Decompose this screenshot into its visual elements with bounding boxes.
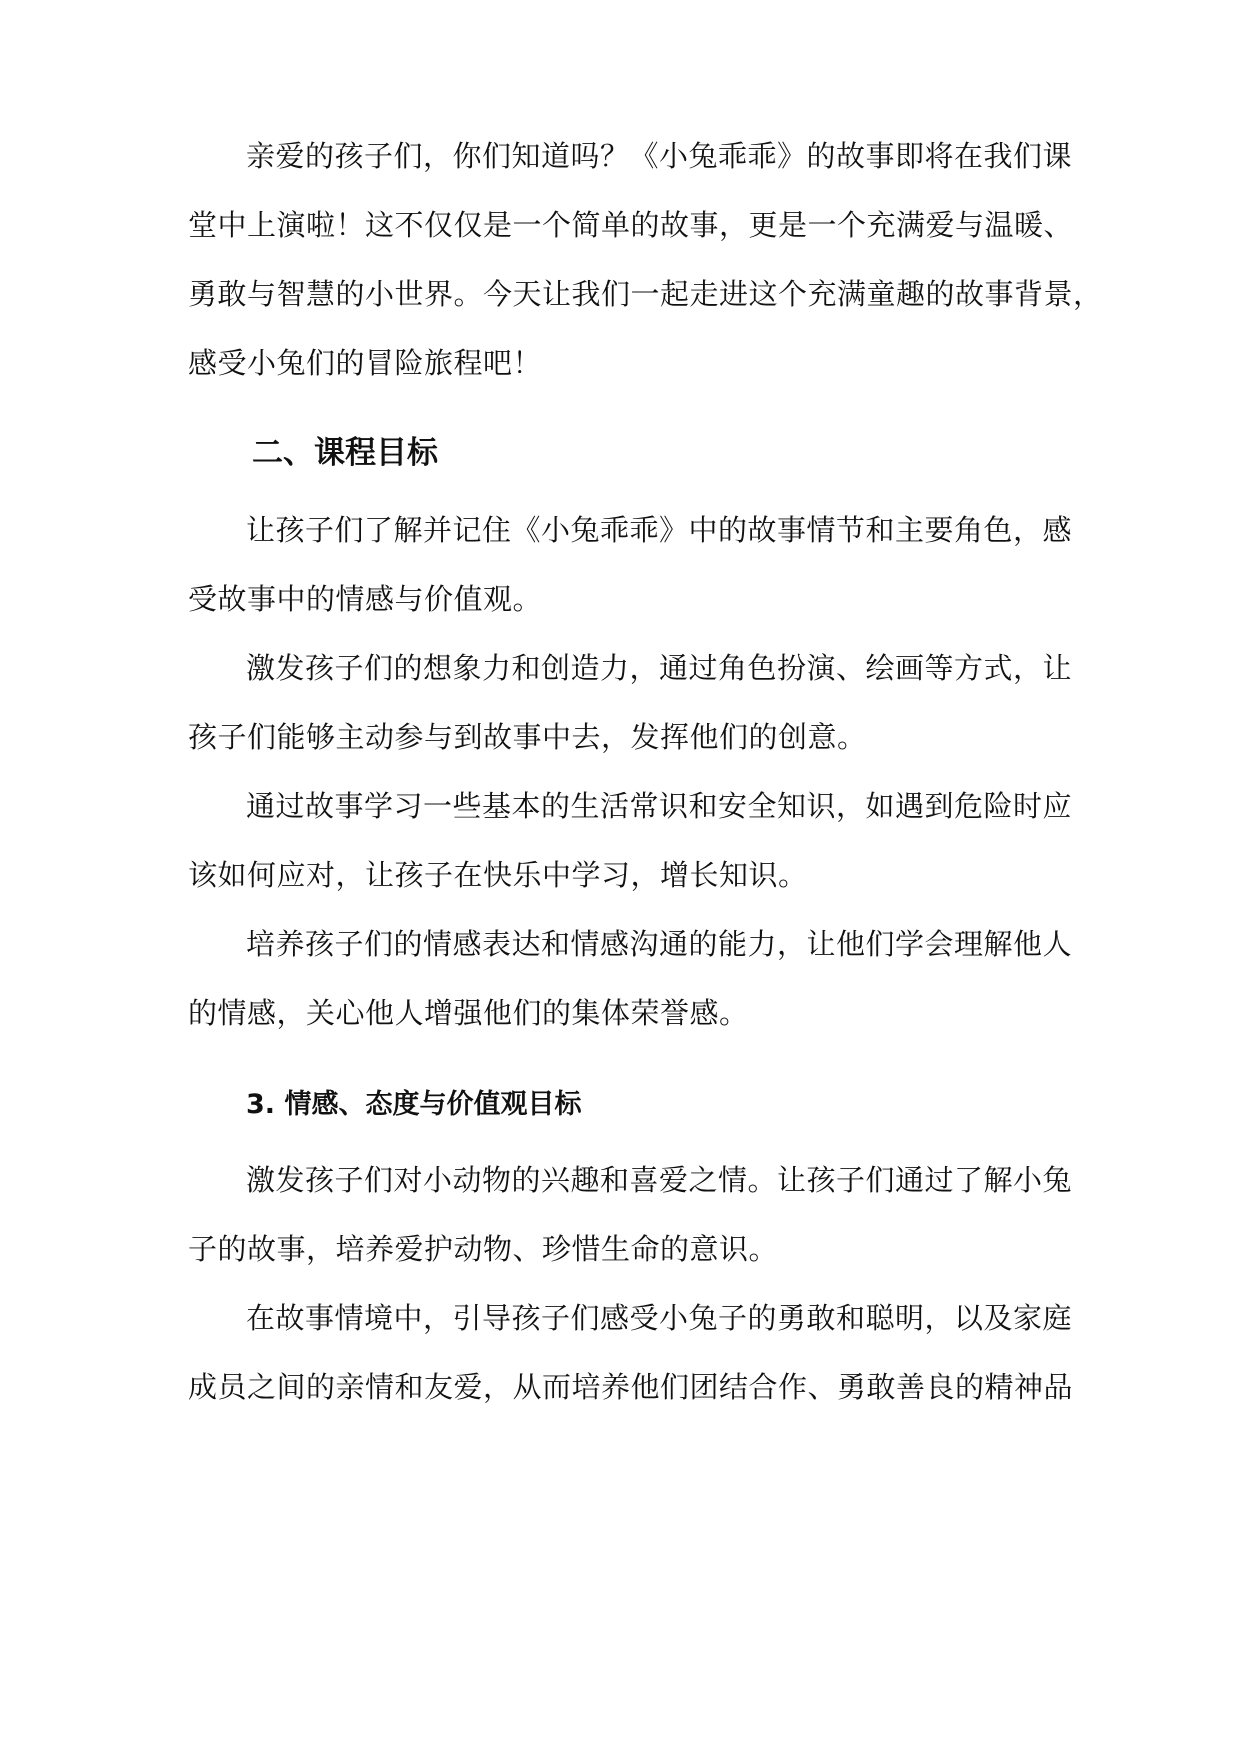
- goal-3-line-1: 通过故事学习一些基本的生活常识和安全知识，如遇到危险时应: [246, 789, 1073, 823]
- intro-line-1: 亲爱的孩子们，你们知道吗？《小兔乖乖》的故事即将在我们课: [246, 139, 1073, 173]
- goal-1-line-1: 让孩子们了解并记住《小兔乖乖》中的故事情节和主要角色，感: [246, 513, 1073, 547]
- values-1-line-2: 子的故事，培养爱护动物、珍惜生命的意识。: [188, 1232, 779, 1266]
- values-1-line-1: 激发孩子们对小动物的兴趣和喜爱之情。让孩子们通过了解小兔: [246, 1163, 1073, 1197]
- goal-2-line-2: 孩子们能够主动参与到故事中去，发挥他们的创意。: [188, 720, 867, 754]
- goal-4-line-1: 培养孩子们的情感表达和情感沟通的能力，让他们学会理解他人: [246, 927, 1073, 961]
- section-heading-values-goals: 3. 情感、态度与价值观目标: [246, 1089, 582, 1120]
- goal-4-line-2: 的情感，关心他人增强他们的集体荣誉感。: [188, 996, 749, 1030]
- values-2-line-2: 成员之间的亲情和友爱，从而培养他们团结合作、勇敢善良的精神品: [188, 1370, 1074, 1404]
- goal-1-line-2: 受故事中的情感与价值观。: [188, 582, 543, 616]
- intro-line-2: 堂中上演啦！这不仅仅是一个简单的故事，更是一个充满爱与温暖、: [188, 208, 1074, 242]
- intro-line-3: 勇敢与智慧的小世界。今天让我们一起走进这个充满童趣的故事背景，: [188, 277, 1103, 311]
- section-heading-course-goals: 二、课程目标: [252, 435, 438, 471]
- goal-2-line-1: 激发孩子们的想象力和创造力，通过角色扮演、绘画等方式，让: [246, 651, 1073, 685]
- goal-3-line-2: 该如何应对，让孩子在快乐中学习，增长知识。: [188, 858, 808, 892]
- values-2-line-1: 在故事情境中，引导孩子们感受小兔子的勇敢和聪明，以及家庭: [246, 1301, 1073, 1335]
- intro-line-4: 感受小兔们的冒险旅程吧！: [188, 346, 543, 380]
